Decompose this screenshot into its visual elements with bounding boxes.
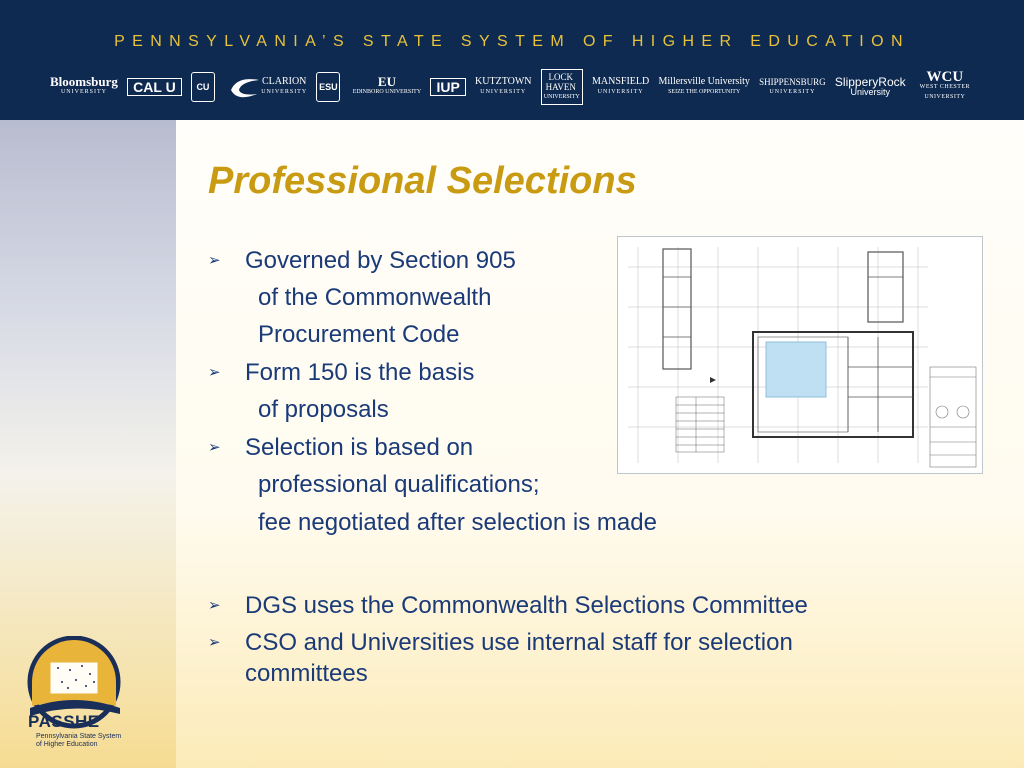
bullet-arrow-icon: ➢ bbox=[208, 252, 221, 269]
logo-kutztown: KUTZTOWN UNIVERSITY bbox=[475, 76, 532, 95]
floor-plan-image bbox=[617, 236, 983, 474]
logo-mansfield: MANSFIELD UNIVERSITY bbox=[592, 76, 650, 95]
logo-esu: ESU bbox=[316, 72, 343, 102]
logo-millersville: Millersville University SEIZE THE OPPORTUNITY bbox=[658, 76, 750, 95]
logo-cu: CU bbox=[191, 72, 218, 102]
bullet-text: Selection is based on bbox=[245, 434, 474, 461]
bullet-text: DGS uses the Commonwealth Selections Committee bbox=[245, 592, 808, 619]
bullet-arrow-icon: ➢ bbox=[208, 439, 221, 456]
logo-slipperyrock: SlipperyRock University bbox=[834, 75, 906, 97]
passhe-logo-name: PASSHE bbox=[28, 712, 100, 731]
bullet-arrow-icon: ➢ bbox=[208, 597, 221, 614]
logo-wcu: WCU WEST CHESTER UNIVERSITY bbox=[919, 69, 971, 100]
bullet-text-continued: committees bbox=[245, 660, 368, 687]
bullet-text: Governed by Section 905 bbox=[245, 247, 516, 274]
passhe-logo-subtitle: Pennsylvania State System of Higher Education bbox=[36, 733, 122, 748]
bullet-text-continued: fee negotiated after selection is made bbox=[258, 509, 657, 536]
logo-edinboro: EU EDINBORO UNIVERSITY bbox=[352, 74, 422, 95]
header-band bbox=[0, 0, 1024, 120]
slide-title: Professional Selections bbox=[208, 160, 637, 202]
bullet-text-continued: of proposals bbox=[258, 396, 389, 423]
university-logos bbox=[50, 62, 975, 112]
floor-plan-drawing bbox=[618, 237, 982, 473]
logo-iup: IUP bbox=[430, 78, 465, 96]
logo-calu: CAL U bbox=[127, 78, 182, 96]
bullet-text: CSO and Universities use internal staff for selection bbox=[245, 629, 793, 656]
logo-lockhaven: LOCK HAVEN UNIVERSITY bbox=[541, 69, 583, 105]
bullet-text-continued: Procurement Code bbox=[258, 321, 460, 348]
bullet-arrow-icon: ➢ bbox=[208, 364, 221, 381]
clarion-swoosh-icon bbox=[227, 74, 261, 100]
logo-shippensburg: SHIPPENSBURG UNIVERSITY bbox=[759, 77, 826, 95]
bullet-arrow-icon: ➢ bbox=[208, 634, 221, 651]
logo-bloomsburg: Bloomsburg UNIVERSITY bbox=[50, 74, 118, 95]
bullet-text-continued: professional qualifications; bbox=[258, 471, 540, 498]
bullet-text: Form 150 is the basis bbox=[245, 359, 475, 386]
header-title: PENNSYLVANIA’S STATE SYSTEM OF HIGHER EDUCATION bbox=[114, 33, 910, 50]
bullet-text-continued: of the Commonwealth bbox=[258, 284, 492, 311]
logo-clarion: CLARION UNIVERSITY bbox=[227, 74, 307, 100]
